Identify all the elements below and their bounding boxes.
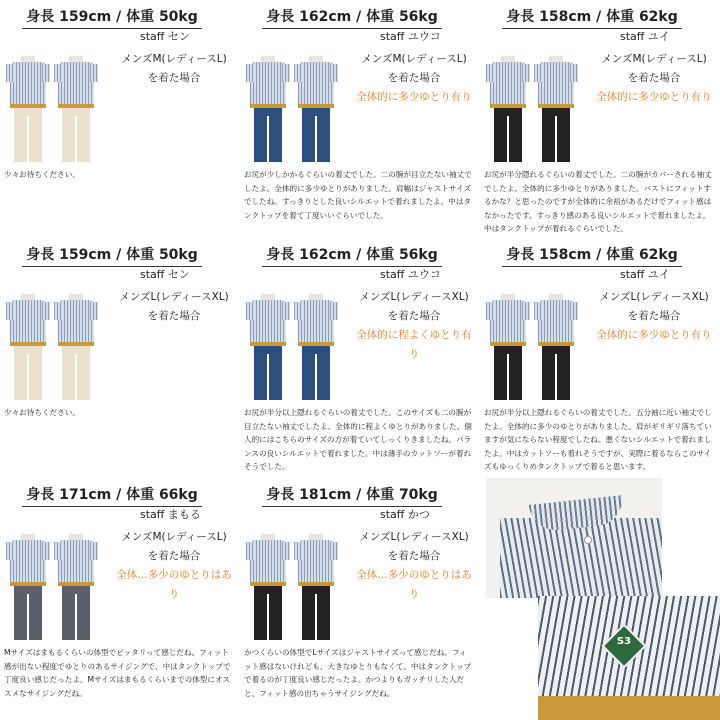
staff-name: staff まもる xyxy=(140,508,201,521)
model-figure xyxy=(246,294,290,404)
model-figure xyxy=(54,56,98,166)
fit-description: お尻が半分以上隠れるぐらいの着丈でした。このサイズも二の腕が目立たない袖丈でしたよ。全体的に程よくゆとりがありました。個人的にはこちらのサイズの方が着ていてしっくりきましたね。バランスの良いシルエットで着れました。中は薄手のカットソーが着れそうでした。 xyxy=(244,408,472,471)
staff-name: staff セン xyxy=(140,30,190,43)
size-label: メンズM(レディースL) xyxy=(601,53,707,65)
size-label: メンズM(レディースL) xyxy=(361,53,467,65)
height-weight-header: 身長 158cm / 体重 62kg xyxy=(502,244,682,267)
model-photos xyxy=(6,56,102,166)
model-figure xyxy=(486,294,530,404)
model-figure xyxy=(294,294,338,404)
size-info xyxy=(592,288,716,345)
model-figure xyxy=(294,56,338,166)
size-info xyxy=(112,50,236,88)
size-note: を着た場合 xyxy=(387,72,441,84)
size-note: を着た場合 xyxy=(627,72,681,84)
fit-description: お尻が半分以上隠れるぐらいの着丈でした。五分袖に近い袖丈でしたよ。全体的に多少のゆとりがありました。肩がギリギリ落ちていますが気にならない程度でしたね。悪くないシルエットで着れましたよ。中はカットソーも着れそうですが、実際に着るならこのサイズもゆっくりめタンクトップで着ると思います。 xyxy=(484,408,712,471)
size-info xyxy=(112,288,236,326)
fit-description: Mサイズはまもるくらいの体型でピッタリって感じだね。フィット感が出ない程度でゆとりのあるサイジングで、中はタンクトップで丁度良い感じだったよ。Mサイズはまもるくらいまでの体型にオススメなサイジングだね。 xyxy=(4,648,231,698)
staff-fit-cell xyxy=(480,238,720,478)
fit-note: 全体的に程よくゆとり有り xyxy=(356,329,472,360)
staff-name: staff かつ xyxy=(380,508,430,521)
staff-fit-cell xyxy=(0,478,240,718)
size-label: メンズL(レディースXL) xyxy=(359,531,469,543)
size-note: を着た場合 xyxy=(147,72,201,84)
model-figure xyxy=(246,56,290,166)
size-label: メンズM(レディースL) xyxy=(121,531,227,543)
height-weight-header: 身長 162cm / 体重 56kg xyxy=(262,6,442,29)
staff-name: staff ユイ xyxy=(620,30,670,43)
model-photos xyxy=(246,534,342,644)
size-info xyxy=(352,50,476,107)
size-info xyxy=(352,288,476,364)
model-figure xyxy=(294,534,338,644)
height-weight-header: 身長 159cm / 体重 50kg xyxy=(22,244,202,267)
height-weight-header: 身長 159cm / 体重 50kg xyxy=(22,6,202,29)
fit-description: かつくらいの体型でLサイズはジャストサイズって感じだね。フィット感はないけれども、大きなゆとりもなくて、中はタンクトップで着るのが丁度良い感じだったよ。かつよりもガッチリした人だと、フィット感の出ちゃうサイジングだね。 xyxy=(244,648,472,698)
model-photos xyxy=(246,56,342,166)
staff-fit-cell xyxy=(240,238,480,478)
model-figure xyxy=(6,534,50,644)
size-note: を着た場合 xyxy=(387,550,441,562)
model-figure xyxy=(486,56,530,166)
fit-note: 全体…多少のゆとりはあり xyxy=(356,569,472,600)
size-label: メンズL(レディースXL) xyxy=(119,291,229,303)
product-detail-photos xyxy=(486,478,720,720)
fit-description: お尻が少しかかるぐらいの着丈でした。二の腕が目立たない袖丈でしたよ。全体的に多少ゆとりがありました。肩幅はジャストサイズでしたね。すっきりとした良いシルエットで着れましたよ。中はタンクトップを着て丁度いいぐらいでした。 xyxy=(244,170,472,220)
staff-name: staff ユイ xyxy=(620,268,670,281)
model-figure xyxy=(54,534,98,644)
fit-note: 全体的に多少ゆとり有り xyxy=(596,329,712,341)
height-weight-header: 身長 162cm / 体重 56kg xyxy=(262,244,442,267)
model-figure xyxy=(534,294,578,404)
size-note: を着た場合 xyxy=(627,310,681,322)
collar-closeup-photo xyxy=(486,478,662,598)
size-note: を着た場合 xyxy=(147,550,201,562)
model-photos xyxy=(246,294,342,404)
staff-fit-cell xyxy=(240,0,480,240)
size-info xyxy=(112,528,236,604)
fit-description: 少々お待ちください。 xyxy=(4,170,80,179)
staff-name: staff ユウコ xyxy=(380,268,441,281)
staff-fit-cell xyxy=(240,478,480,718)
staff-name: staff セン xyxy=(140,268,190,281)
model-figure xyxy=(54,294,98,404)
badge-text: S3 xyxy=(616,636,632,647)
model-figure xyxy=(534,56,578,166)
height-weight-header: 身長 171cm / 体重 66kg xyxy=(22,484,202,507)
staff-name: staff ユウコ xyxy=(380,30,441,43)
size-note: を着た場合 xyxy=(387,310,441,322)
fit-description: 少々お待ちください。 xyxy=(4,408,80,417)
size-info xyxy=(592,50,716,107)
staff-fit-cell xyxy=(480,0,720,240)
size-label: メンズL(レディースXL) xyxy=(599,291,709,303)
size-label: メンズM(レディースL) xyxy=(121,53,227,65)
model-figure xyxy=(246,534,290,644)
size-label: メンズL(レディースXL) xyxy=(359,291,469,303)
model-figure xyxy=(6,294,50,404)
fit-note: 全体的に多少ゆとり有り xyxy=(356,91,472,103)
size-note: を着た場合 xyxy=(147,310,201,322)
fit-note: 全体的に多少ゆとり有り xyxy=(596,91,712,103)
size-info xyxy=(352,528,476,604)
staff-fit-cell xyxy=(0,238,240,478)
model-photos xyxy=(6,294,102,404)
model-photos xyxy=(486,294,582,404)
badge-closeup-photo xyxy=(538,596,720,720)
height-weight-header: 身長 181cm / 体重 70kg xyxy=(262,484,442,507)
model-photos xyxy=(486,56,582,166)
model-photos xyxy=(6,534,102,644)
height-weight-header: 身長 158cm / 体重 62kg xyxy=(502,6,682,29)
fit-description: お尻が半分隠れるぐらいの着丈でした。二の腕がカバーされる袖丈でしたよ。全体的に多少ゆとりがありました。バストにフィットするかな？と思ったのですが全体的に余裕があるだけでフィット感はなかったです。すっきり感のある良いシルエットで着れましたよ。中はタンクトップが着れるぐらいでした。 xyxy=(484,170,712,233)
fit-note: 全体…多少のゆとりはあり xyxy=(116,569,232,600)
staff-fit-cell xyxy=(0,0,240,240)
model-figure xyxy=(6,56,50,166)
